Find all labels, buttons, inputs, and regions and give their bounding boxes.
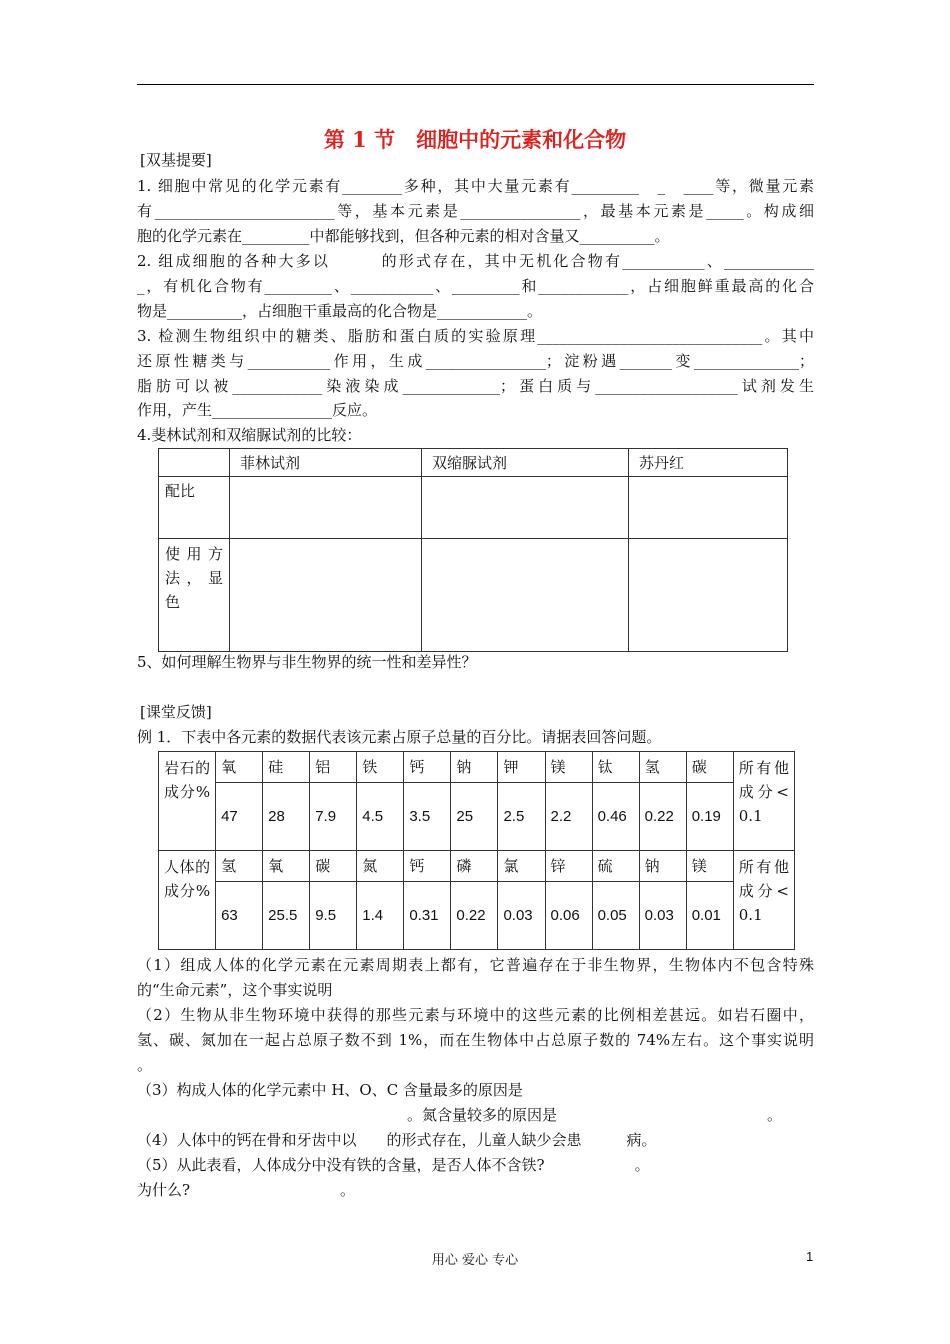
element-value: 0.03 [498,882,545,950]
element-name: 氢 [639,752,686,783]
element-value: 25.5 [263,882,310,950]
element-value: 0.22 [639,783,686,851]
row-label: 配比 [159,477,230,539]
question-line: （5）从此表看，人体成分中没有铁的含量，是否人体不含铁? 。 [137,1156,650,1174]
header-rule [137,84,814,85]
other-label: 所有他 [738,759,789,777]
element-name: 硅 [263,752,310,783]
element-value: 2.5 [498,783,545,851]
element-value: 63 [216,882,263,950]
table-header: 苏丹红 [629,449,788,477]
text-line: 还原性糖类与___________作用，生成________________；淀粉遇_______变______________； [137,352,814,370]
example-1: 例 1．下表中各元素的数据代表该元素占原子总量的百分比。请据表回答问题。 [137,728,662,746]
question-line: （1）组成人体的化学元素在元素周期表上都有，它普遍存在于非生物界，生物体内不包含特殊 [137,956,814,974]
element-name: 锌 [545,851,592,882]
text-line: _，有机化合物有_________、___________、_________和____________，占细胞鲜重最高的化合 [137,277,814,295]
question-line: 氢、碳、氮加在一起占总原子数不到 1%，而在生物体中占总原子数的 74%左右。这个事实说明 [137,1031,814,1049]
element-value: 0.01 [686,882,733,950]
element-value: 7.9 [310,783,357,851]
footer-text: 用心 爱心 专心 [431,1253,519,1268]
element-name: 钾 [498,752,545,783]
question-line: 。 [137,1056,153,1074]
section-heading: [课堂反馈] [140,703,212,721]
element-name: 钙 [404,752,451,783]
element-name: 铁 [357,752,404,783]
question-line: 为什么? 。 [137,1181,356,1199]
element-value: 3.5 [404,783,451,851]
question-line: （2）生物从非生物环境中获得的那些元素与环境中的这些元素的比例相差甚远。如岩石圈中， [137,1006,814,1024]
element-name: 碳 [686,752,733,783]
text-line: 有________________________等，基本元素是________________，最基本元素是_____。构成细 [137,202,814,220]
text-line: 物是__________，占细胞干重最高的化合物是____________。 [137,302,543,320]
element-name: 氢 [216,851,263,882]
page-title: 第 1 节 细胞中的元素和化合物 [323,127,627,152]
question-line: （4）人体中的钙在骨和牙齿中以 的形式存在，儿童人缺少会患 病。 [137,1131,657,1149]
element-value: 28 [263,783,310,851]
element-name: 碳 [310,851,357,882]
element-value: 25 [451,783,498,851]
question-5: 5、如何理解生物界与非生物界的统一性和差异性？ [137,653,477,671]
element-name: 铝 [310,752,357,783]
element-value: 0.19 [686,783,733,851]
row-label: 岩石的成分% [159,752,216,851]
reagent-comparison-table [158,448,788,652]
text-line: 2. 组成细胞的各种大多以 的形式存在，其中无机化合物有___________、____________ [137,252,814,270]
element-name: 钠 [451,752,498,783]
element-name: 镁 [545,752,592,783]
element-name: 硫 [592,851,639,882]
element-composition-table [158,751,795,950]
question-line: （3）构成人体的化学元素中 H、O、C 含量最多的原因是 [137,1081,523,1099]
other-value: 成分<0.1 [738,882,789,924]
question-line: 的“生命元素”，这个事实说明 [137,981,333,999]
element-name: 镁 [686,851,733,882]
text-line: 作用，产生________________反应。 [137,401,378,419]
table-header [159,449,230,477]
element-name: 磷 [451,851,498,882]
element-value: 47 [216,783,263,851]
element-value: 1.4 [357,882,404,950]
text-line: 胞的化学元素在_________中都能够找到，但各种元素的相对含量又__________。 [137,227,670,245]
table-header: 菲林试剂 [230,449,422,477]
element-name: 氯 [498,851,545,882]
text-line: 1. 细胞中常见的化学元素有________多种，其中大量元素有_________ _ ____等，微量元素 [137,177,814,195]
element-value: 0.46 [592,783,639,851]
text-line: 4.斐林试剂和双缩脲试剂的比较： [137,426,362,444]
page-number: 1 [806,1249,814,1264]
element-name: 氮 [357,851,404,882]
text-line: 3. 检测生物组织中的糖类、脂肪和蛋白质的实验原理______________________________。其中 [137,327,814,345]
text-line: 脂肪可以被____________染液染成_____________；蛋白质与___________________试剂发生 [137,377,814,395]
element-name: 氧 [216,752,263,783]
table-header: 双缩脲试剂 [422,449,629,477]
element-value: 2.2 [545,783,592,851]
element-name: 钙 [404,851,451,882]
other-value: 成分<0.1 [738,783,789,825]
element-value: 0.06 [545,882,592,950]
element-name: 氧 [263,851,310,882]
element-name: 钠 [639,851,686,882]
section-heading: [双基提要] [140,151,212,169]
question-line: 。氮含量较多的原因是 。 [137,1106,783,1124]
element-value: 0.22 [451,882,498,950]
element-name: 钛 [592,752,639,783]
element-value: 4.5 [357,783,404,851]
element-value: 9.5 [310,882,357,950]
row-label: 使用方法，显色 [159,539,230,652]
row-label: 人体的成分% [159,851,216,950]
element-value: 0.31 [404,882,451,950]
element-value: 0.05 [592,882,639,950]
other-label: 所有他 [738,858,789,876]
element-value: 0.03 [639,882,686,950]
